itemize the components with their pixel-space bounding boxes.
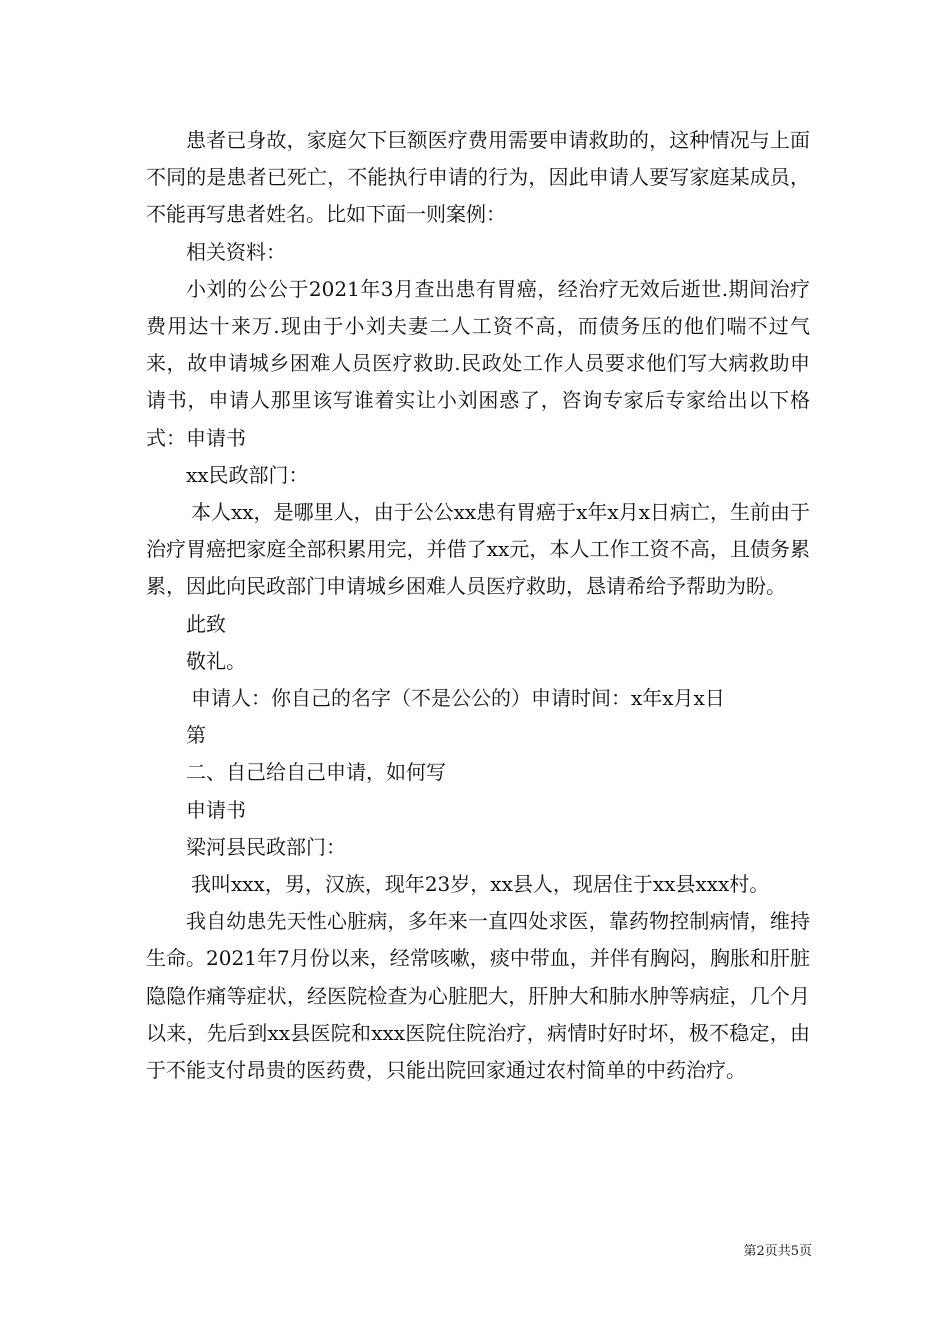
paragraph-addressee-1: xx民政部门： (186, 462, 309, 487)
paragraph-intro: 患者已身故，家庭欠下巨额医疗费用需要申请救助的，这种情况与上面不同的是患者已死亡，不能执行申请的行为，因此申请人要写家庭某成员，不能再写患者姓名。比如下面一则案例： (146, 128, 810, 227)
paragraph-closing-1: 此致 (186, 611, 226, 636)
paragraph-applicant-line: 申请人：你自己的名字（不是公公的）申请时间：x年x月x日 (191, 686, 725, 711)
paragraph-salutation: 敬礼。 (186, 648, 246, 673)
paragraph-case: 小刘的公公于2021年3月查出患有胃癌，经治疗无效后逝世.期间治疗费用达十来万.现由于小刘夫妻二人工资不高，而债务压的他们喘不过气来，故申请城乡困难人员医疗救助.民政处工作人员要求他们写大病救助申请书，申请人那里该写谁着实让小刘困惑了，咨询专家后专家给出以下格式：申请书 (146, 276, 810, 450)
paragraph-section-marker: 第 (186, 723, 206, 748)
paragraph-medical-history: 我自幼患先天性心脏病，多年来一直四处求医，靠药物控制病情，维持生命。2021年7月份以来，经常咳嗽，痰中带血，并伴有胸闷，胸胀和肝脏隐隐作痛等症状，经医院检查为心脏肥大，肝肿大和肺水肿等病症，几个月以来，先后到xx县医院和xxx医院住院治疗，病情时好时坏，极不稳定，由于不能支付昂贵的医药费，只能出院回家通过农村简单的中药治疗。 (146, 909, 810, 1083)
paragraph-section-heading: 二、自己给自己申请，如何写 (186, 760, 446, 785)
paragraph-application-body-1: 本人xx，是哪里人，由于公公xx患有胃癌于x年x月x日病亡，生前由于治疗胃癌把家庭全部积累用完，并借了xx元，本人工作工资不高，且债务累累，因此向民政部门申请城乡困难人员医疗救助，恳请希给予帮助为盼。 (146, 500, 810, 599)
document-body (146, 122, 810, 1089)
paragraph-related-info-heading: 相关资料： (186, 239, 286, 264)
paragraph-application-title: 申请书 (186, 797, 246, 822)
page-number-footer: 第2页共5页 (743, 1244, 812, 1259)
paragraph-addressee-2: 梁河县民政部门： (186, 834, 346, 859)
paragraph-self-intro: 我叫xxx，男，汉族，现年23岁，xx县人，现居住于xx县xxx村。 (191, 872, 770, 897)
